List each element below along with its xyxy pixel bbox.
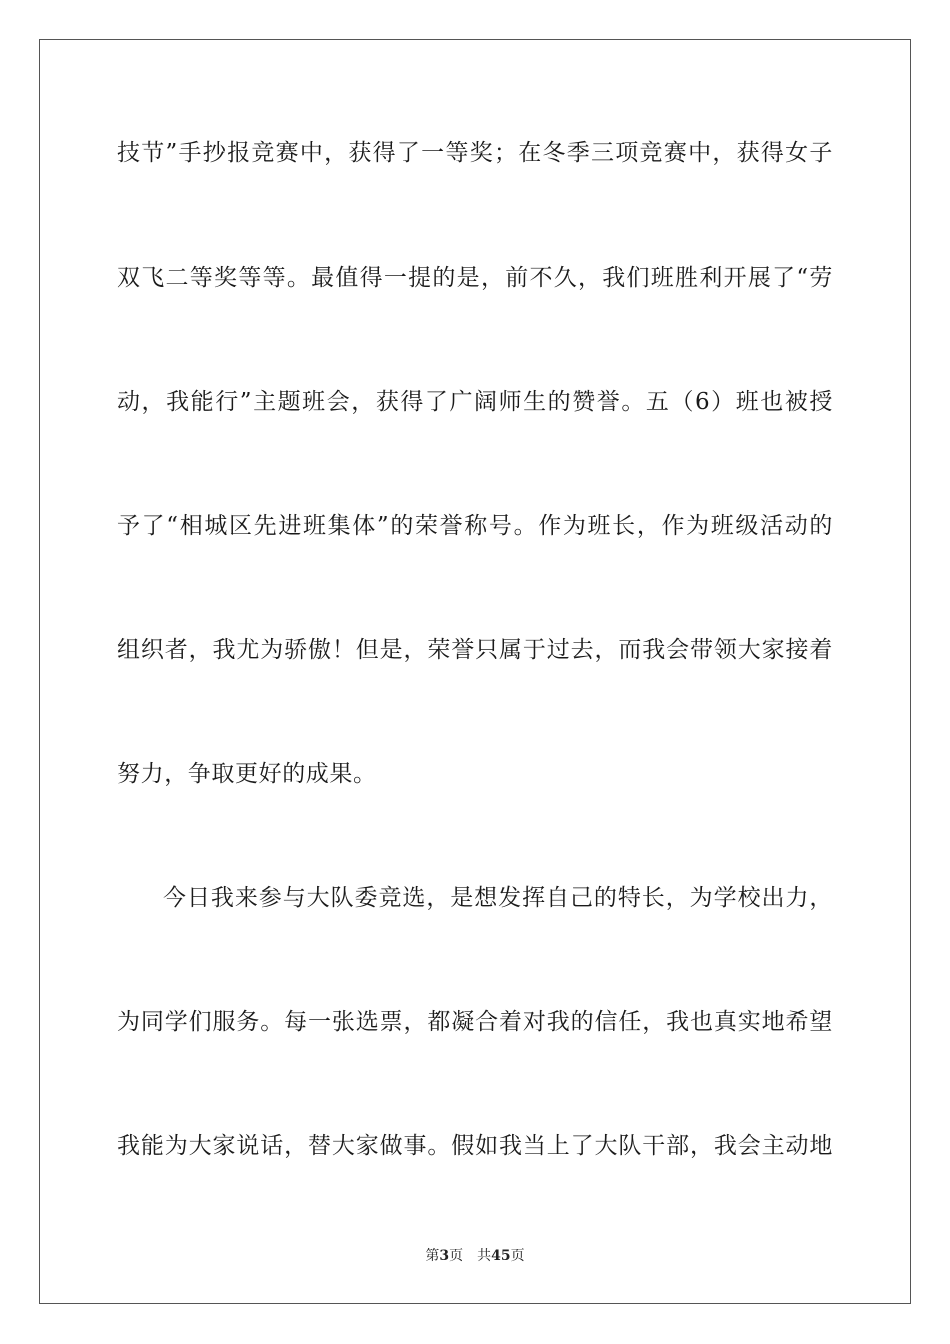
- text-line-9: 我能为大家说话，替大家做事。假如我当上了大队干部，我会主动地: [117, 1133, 833, 1159]
- footer-total-prefix: 共: [477, 1248, 492, 1264]
- footer-total-suffix: 页: [510, 1248, 525, 1264]
- text-line-7: 今日我来参与大队委竞选，是想发挥自己的特长，为学校出力，: [163, 885, 833, 911]
- page-footer: [0, 1247, 950, 1265]
- text-line-6: 努力，争取更好的成果。: [117, 761, 377, 787]
- text-line-1: 技节”手抄报竞赛中，获得了一等奖；在冬季三项竞赛中，获得女子: [117, 140, 833, 166]
- text-line-4: 予了“相城区先进班集体”的荣誉称号。作为班长，作为班级活动的: [117, 513, 833, 539]
- text-line-5: 组织者，我尤为骄傲！但是，荣誉只属于过去，而我会带领大家接着: [117, 637, 833, 663]
- footer-page-number: 3: [439, 1248, 450, 1264]
- footer-page-prefix: 第: [425, 1248, 440, 1264]
- text-line-3: 动，我能行”主题班会，获得了广阔师生的赞誉。五（6）班也被授: [117, 389, 833, 415]
- text-line-8: 为同学们服务。每一张选票，都凝合着对我的信任，我也真实地希望: [117, 1009, 833, 1035]
- text-line-2: 双飞二等奖等等。最值得一提的是，前不久，我们班胜利开展了“劳: [117, 265, 833, 291]
- page-border: [39, 39, 911, 1304]
- footer-total-pages: 45: [491, 1248, 511, 1264]
- footer-page-suffix: 页: [449, 1248, 464, 1264]
